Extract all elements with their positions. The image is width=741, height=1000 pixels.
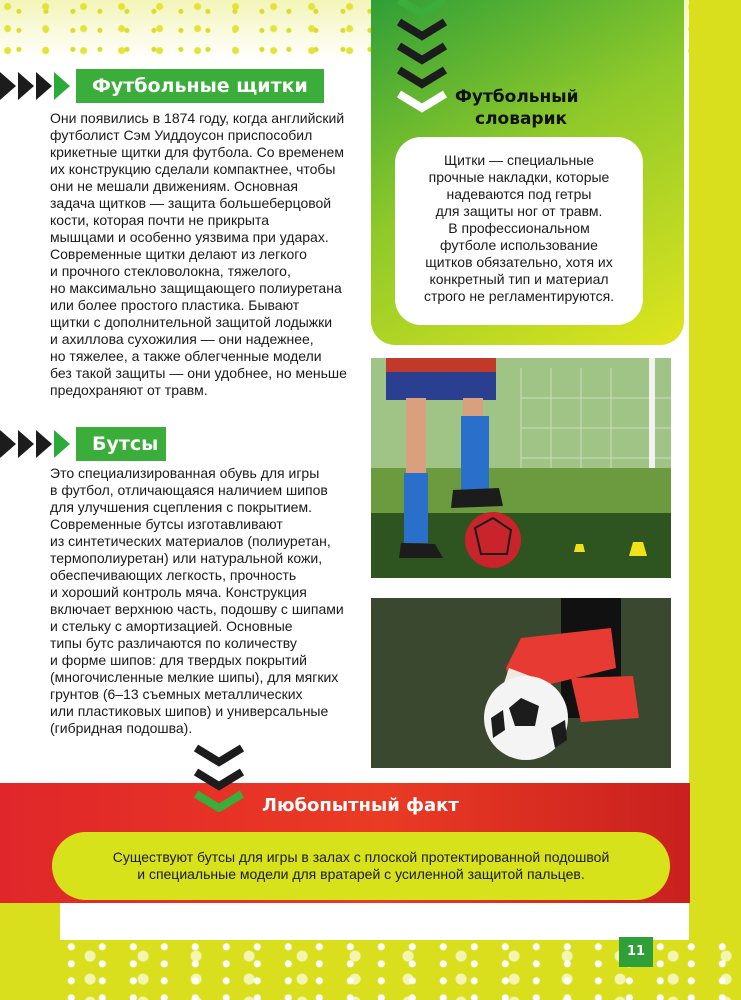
shin-guards-header bbox=[0, 69, 324, 103]
photo-boot-on-ball bbox=[371, 598, 671, 768]
fact-title: Любопытный факт bbox=[262, 795, 459, 816]
boots-header bbox=[0, 427, 166, 461]
glossary-title-line1: Футбольный bbox=[455, 87, 579, 107]
fact-text: Существуют бутсы для игры в залах с плоской протектированной подошвой и специальные модели для вратарей с усиленной защитой пальцев. bbox=[112, 849, 610, 882]
right-yellow-border bbox=[689, 0, 741, 1000]
shin-guards-text: Они появились в 1874 году, когда английский футболист Сэм Уиддоусон приспособил крикетные щитки для футбола. Со временем их конструкцию сделали компактнее, чтобы они не мешали движениям. Основная задача щитков — защита большеберцовой кости, которая почти не прикрыта мышцами и особенно уязвима при ударах. Современные щитки делают из легкого и прочного стекловолокна, тяжелого, но максимально защищающего полиуретана или более простого пластика. Бывают щитки с дополнительной защитой лодыжки и ахиллова сухожилия — они надежнее, но тяжелее, а также облегченные модели без такой защиты — они удобнее, но меньше предохраняют от травм. bbox=[50, 110, 347, 398]
glossary-title-line2: словарик bbox=[475, 109, 568, 129]
boots-title: Бутсы bbox=[76, 427, 166, 461]
glossary-text: Щитки — специальные прочные накладки, которые надеваются под гетры для защиты ног от травм. В профессиональном футболе использование щитков обязательно, хотя их конкретный тип и материал строго не регламентируются. bbox=[423, 152, 615, 304]
glossary-title bbox=[455, 86, 615, 130]
photo-player-foot-on-ball bbox=[371, 358, 671, 578]
page-number: 11 bbox=[619, 937, 653, 967]
vertical-chevrons-icon bbox=[192, 722, 246, 812]
vertical-chevrons-icon bbox=[395, 0, 449, 120]
shin-guards-title: Футбольные щитки bbox=[76, 69, 324, 103]
chevron-arrows-icon bbox=[0, 430, 70, 458]
boots-text: Это специализированная обувь для игры в футбол, отличающаяся наличием шипов для улучшения сцепления с покрытием. Современные бутсы изготавливают из синтетических материалов (полиуретан, термополиуретан) или натуральной кожи, обеспечивающих легкость, прочность и хороший контроль мяча. Конструкция включает верхнюю часть, подошву с шипами и стельку с амортизацией. Основные типы бутс различаются по количеству и форме шипов: для твердых покрытий (многочисленные мелкие шипы), для мягких грунтов (6–13 съемных металлических или пластиковых шипов) и универсальные (гибридная подошва). bbox=[50, 465, 344, 736]
chevron-arrows-icon bbox=[0, 72, 70, 100]
